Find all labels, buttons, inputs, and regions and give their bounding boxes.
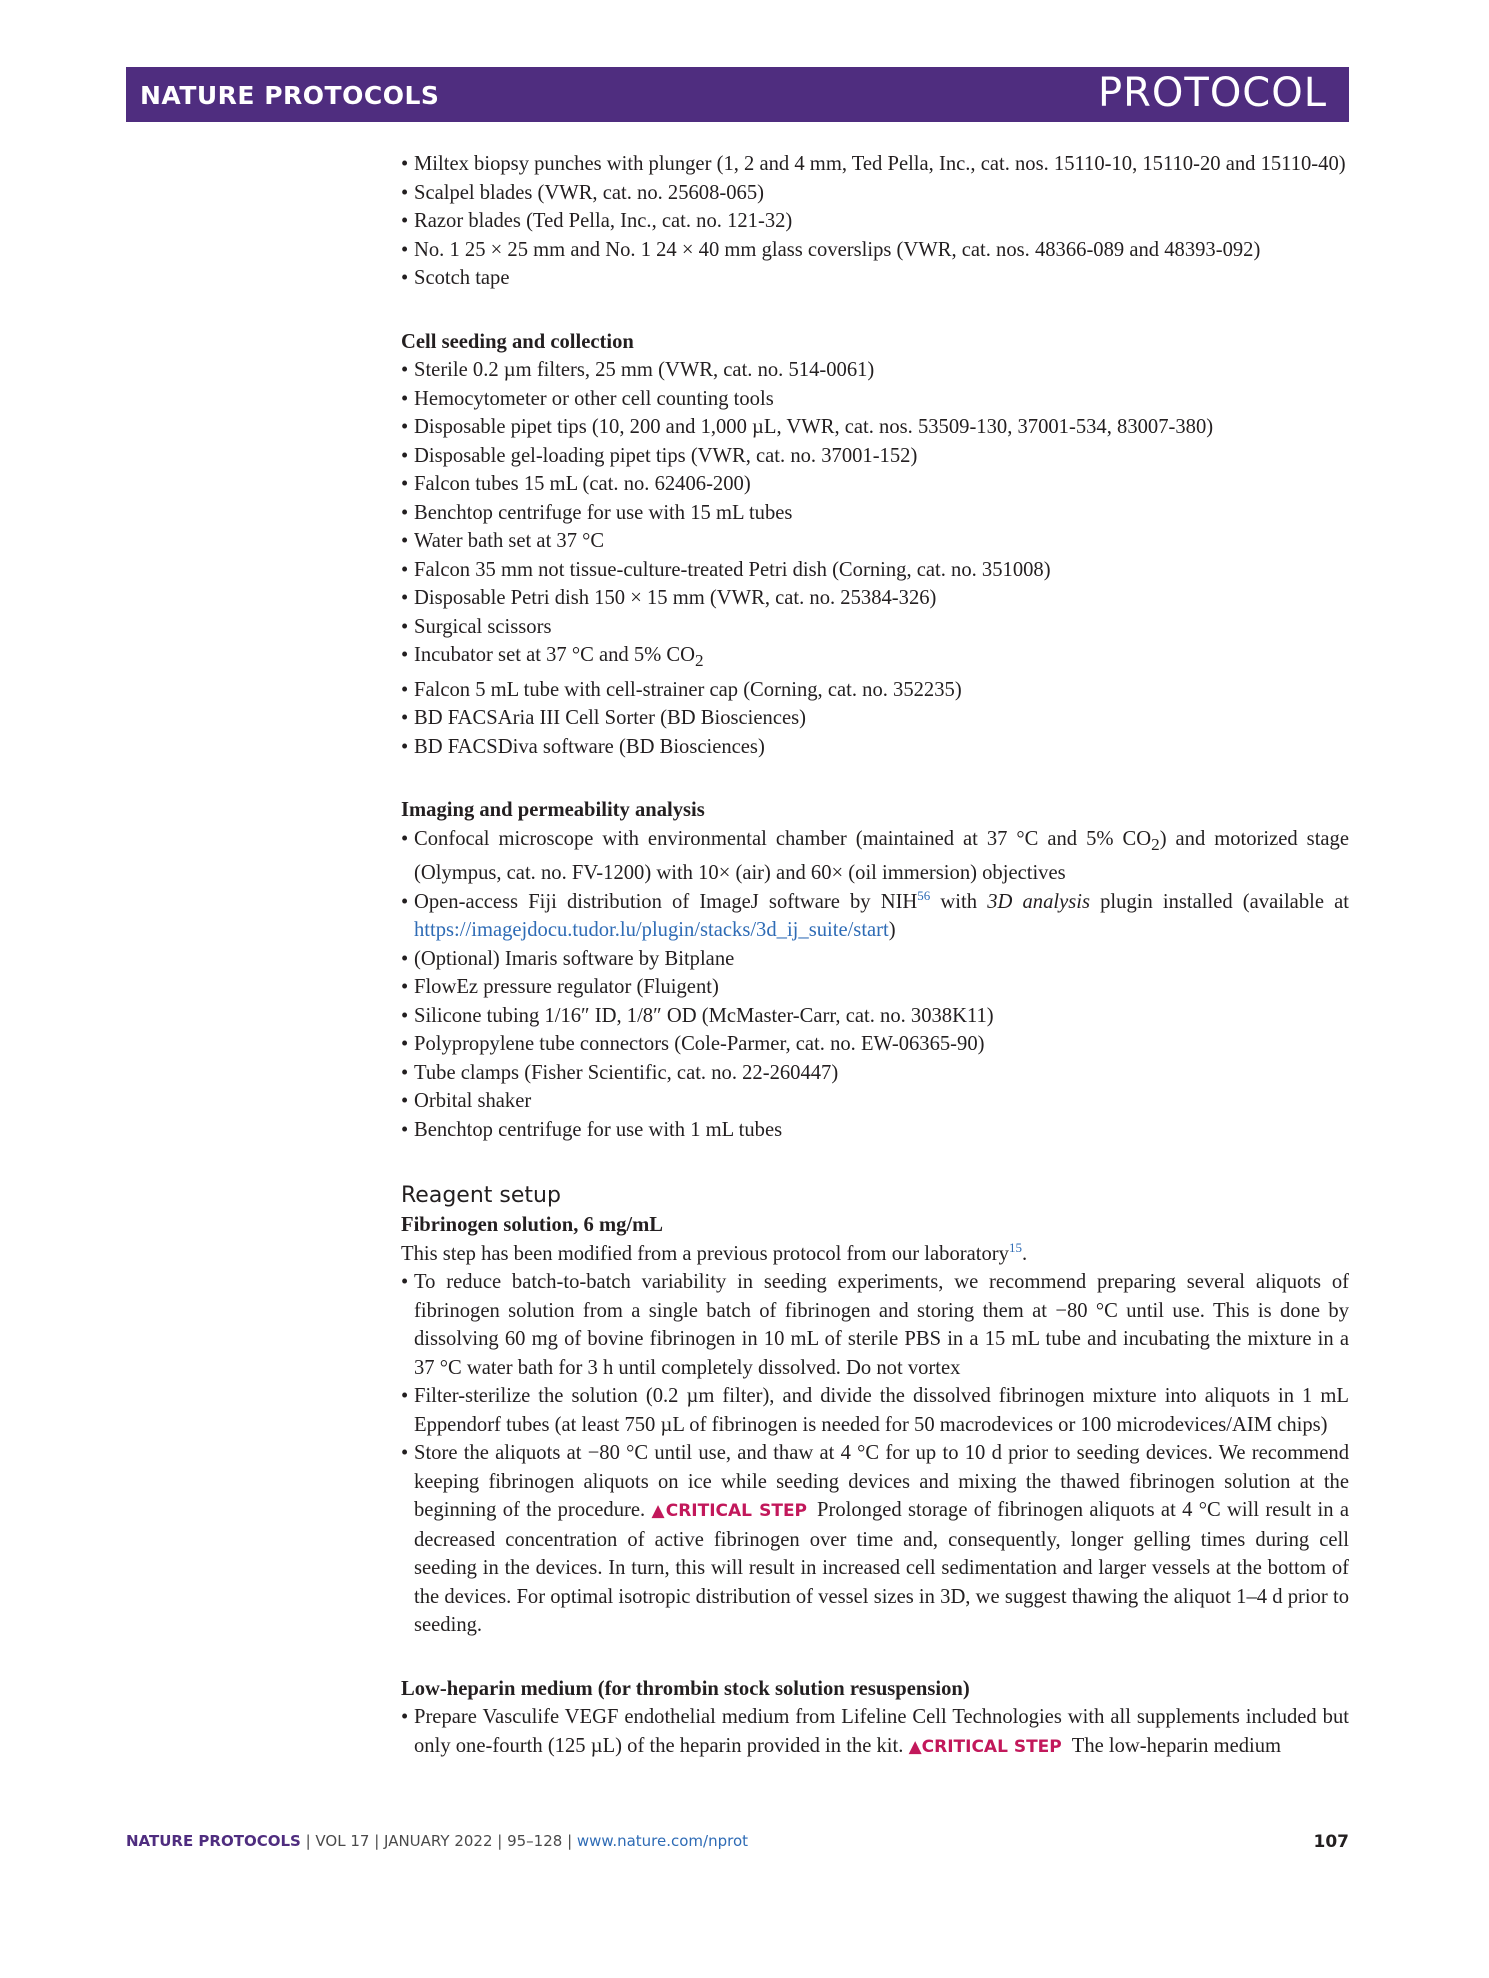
confocal-text-end: ) and motorized stage (Olympus, cat. no. FV-1200) with 10× (air) and 60× (oil immersion) objectives [414, 827, 1349, 885]
fibrinogen-list [401, 1268, 1349, 1640]
fiji-text-end: ) [888, 919, 896, 942]
list-item-confocal [401, 825, 1349, 888]
list-item: • Miltex biopsy punches with plunger (1, 2 and 4 mm, Ted Pella, Inc., cat. nos. 15110-10, 15110-20 and 15110-40) [401, 150, 1349, 179]
item-text: Prepare Vasculife VEGF endothelial medium from Lifeline Cell Technologies with all supplements included but only one-fourth (125 µL) of the heparin provided in the kit. [414, 1706, 1349, 1757]
list-item-incubator [401, 641, 1349, 676]
list-item: • Silicone tubing 1/16″ ID, 1/8″ OD (McMaster-Carr, cat. no. 3038K11) [401, 1002, 1349, 1031]
list-item: • Sterile 0.2 µm filters, 25 mm (VWR, cat. no. 514-0061) [401, 356, 1349, 385]
reference-56[interactable]: 56 [917, 887, 931, 903]
list-item: • Scalpel blades (VWR, cat. no. 25608-065) [401, 179, 1349, 208]
list-item: • Razor blades (Ted Pella, Inc., cat. no. 121-32) [401, 207, 1349, 236]
list-item: • Benchtop centrifuge for use with 1 mL tubes [401, 1116, 1349, 1145]
page-number: 107 [1313, 1832, 1349, 1852]
list-item: • BD FACSAria III Cell Sorter (BD Biosciences) [401, 704, 1349, 733]
list-item: • To reduce batch-to-batch variability in seeding experiments, we recommend preparing several aliquots of fibrinogen solution from a single batch of fibrinogen and storing them at −80 °C until use. This is done by dissolving 60 mg of bovine fibrinogen in 10 mL of sterile PBS in a 15 mL tube and incubating the mixture in a 37 °C water bath for 3 h until completely dissolved. Do not vortex [401, 1268, 1349, 1382]
critical-text: Prolonged storage of fibrinogen aliquots at 4 °C will result in a decreased concentration of active fibrinogen over time and, consequently, longer gelling times during cell seeding in the devices. In turn, this will result in increased cell sedimentation and larger vessels at the bottom of the devices. For optimal isotropic distribution of vessel sizes in 3D, we suggest thawing the aliquot 1–4 d prior to seeding. [414, 1499, 1349, 1637]
list-item: • Hemocytometer or other cell counting tools [401, 385, 1349, 414]
list-item: • Falcon 5 mL tube with cell-strainer cap (Corning, cat. no. 352235) [401, 676, 1349, 705]
list-item-fiji [401, 888, 1349, 945]
journal-name: NATURE PROTOCOLS [140, 81, 440, 110]
reference-15[interactable]: 15 [1008, 1239, 1022, 1255]
footer-citation: | VOL 17 | JANUARY 2022 | 95–128 | [300, 1832, 577, 1850]
list-item: • Water bath set at 37 °C [401, 527, 1349, 556]
imagej-link[interactable]: https://imagejdocu.tudor.lu/plugin/stacks/3d_ij_suite/start [414, 919, 889, 942]
main-content [401, 150, 1349, 1761]
list-item: • (Optional) Imaris software by Bitplane [401, 945, 1349, 974]
list-item: • Falcon 35 mm not tissue-culture-treated Petri dish (Corning, cat. no. 351008) [401, 556, 1349, 585]
subscript: 2 [695, 651, 704, 671]
list-item: • Disposable gel-loading pipet tips (VWR, cat. no. 37001-152) [401, 442, 1349, 471]
section-heading-low-heparin: Low-heparin medium (for thrombin stock solution resuspension) [401, 1677, 970, 1700]
subheading-fibrinogen: Fibrinogen solution, 6 mg/mL [401, 1214, 664, 1237]
imaging-list [401, 825, 1349, 1145]
critical-text: The low-heparin medium [1071, 1734, 1282, 1757]
critical-step-label: ▲CRITICAL STEP [908, 1736, 1062, 1757]
list-item-critical [401, 1439, 1349, 1640]
header-bar [126, 67, 1349, 122]
article-type: PROTOCOL [1097, 70, 1327, 116]
heparin-list [401, 1703, 1349, 1761]
section-heading-cell-seeding: Cell seeding and collection [401, 330, 634, 353]
subscript: 2 [1151, 834, 1160, 854]
list-item: • Surgical scissors [401, 613, 1349, 642]
list-item: • Disposable pipet tips (10, 200 and 1,000 µL, VWR, cat. nos. 53509-130, 37001-534, 83007-380) [401, 413, 1349, 442]
section-heading-reagent-setup: Reagent setup [401, 1183, 561, 1209]
intro-text: This step has been modified from a previous protocol from our laboratory [401, 1242, 1009, 1265]
confocal-text: Confocal microscope with environmental chamber (maintained at 37 °C and 5% CO [414, 827, 1152, 850]
item-text: Store the aliquots at −80 °C until use, and thaw at 4 °C for up to 10 d prior to seeding devices. We recommend keeping fibrinogen aliquots on ice while seeding devices and mixing the thawed fibrinogen solution at the beginning of the procedure. [414, 1442, 1349, 1522]
incubator-text: Incubator set at 37 °C and 5% CO [414, 644, 696, 666]
fiji-text-2: with [930, 890, 988, 913]
fibrinogen-intro [401, 1240, 1349, 1269]
list-item: • FlowEz pressure regulator (Fluigent) [401, 973, 1349, 1002]
footer-journal: NATURE PROTOCOLS [126, 1832, 301, 1850]
cell-seeding-list [401, 356, 1349, 761]
list-item: • Filter-sterilize the solution (0.2 µm filter), and divide the dissolved fibrinogen mixture into aliquots in 1 mL Eppendorf tubes (at least 750 µL of fibrinogen is needed for 50 macrodevices or 100 microdevices/AIM chips) [401, 1382, 1349, 1439]
critical-step-label: ▲CRITICAL STEP [651, 1501, 808, 1522]
intro-end: . [1021, 1242, 1028, 1265]
equipment-list [401, 150, 1349, 293]
list-item-critical [401, 1703, 1349, 1761]
list-item: • Falcon tubes 15 mL (cat. no. 62406-200) [401, 470, 1349, 499]
list-item: • Disposable Petri dish 150 × 15 mm (VWR, cat. no. 25384-326) [401, 584, 1349, 613]
footer-url[interactable]: www.nature.com/nprot [576, 1832, 749, 1850]
list-item: • Scotch tape [401, 264, 1349, 293]
fiji-text: Open-access Fiji distribution of ImageJ software by NIH [414, 890, 918, 913]
list-item: • Orbital shaker [401, 1087, 1349, 1116]
fiji-plugin-name: 3D analysis [987, 890, 1090, 913]
list-item: • BD FACSDiva software (BD Biosciences) [401, 733, 1349, 762]
list-item: • No. 1 25 × 25 mm and No. 1 24 × 40 mm glass coverslips (VWR, cat. nos. 48366-089 and 48393-092) [401, 236, 1349, 265]
list-item: • Benchtop centrifuge for use with 15 mL tubes [401, 499, 1349, 528]
list-item: • Polypropylene tube connectors (Cole-Parmer, cat. no. EW-06365-90) [401, 1030, 1349, 1059]
page-footer [126, 1832, 1349, 1850]
section-heading-imaging: Imaging and permeability analysis [401, 799, 705, 822]
list-item: • Tube clamps (Fisher Scientific, cat. no. 22-260447) [401, 1059, 1349, 1088]
fiji-text-3: plugin installed (available at [1090, 890, 1349, 913]
